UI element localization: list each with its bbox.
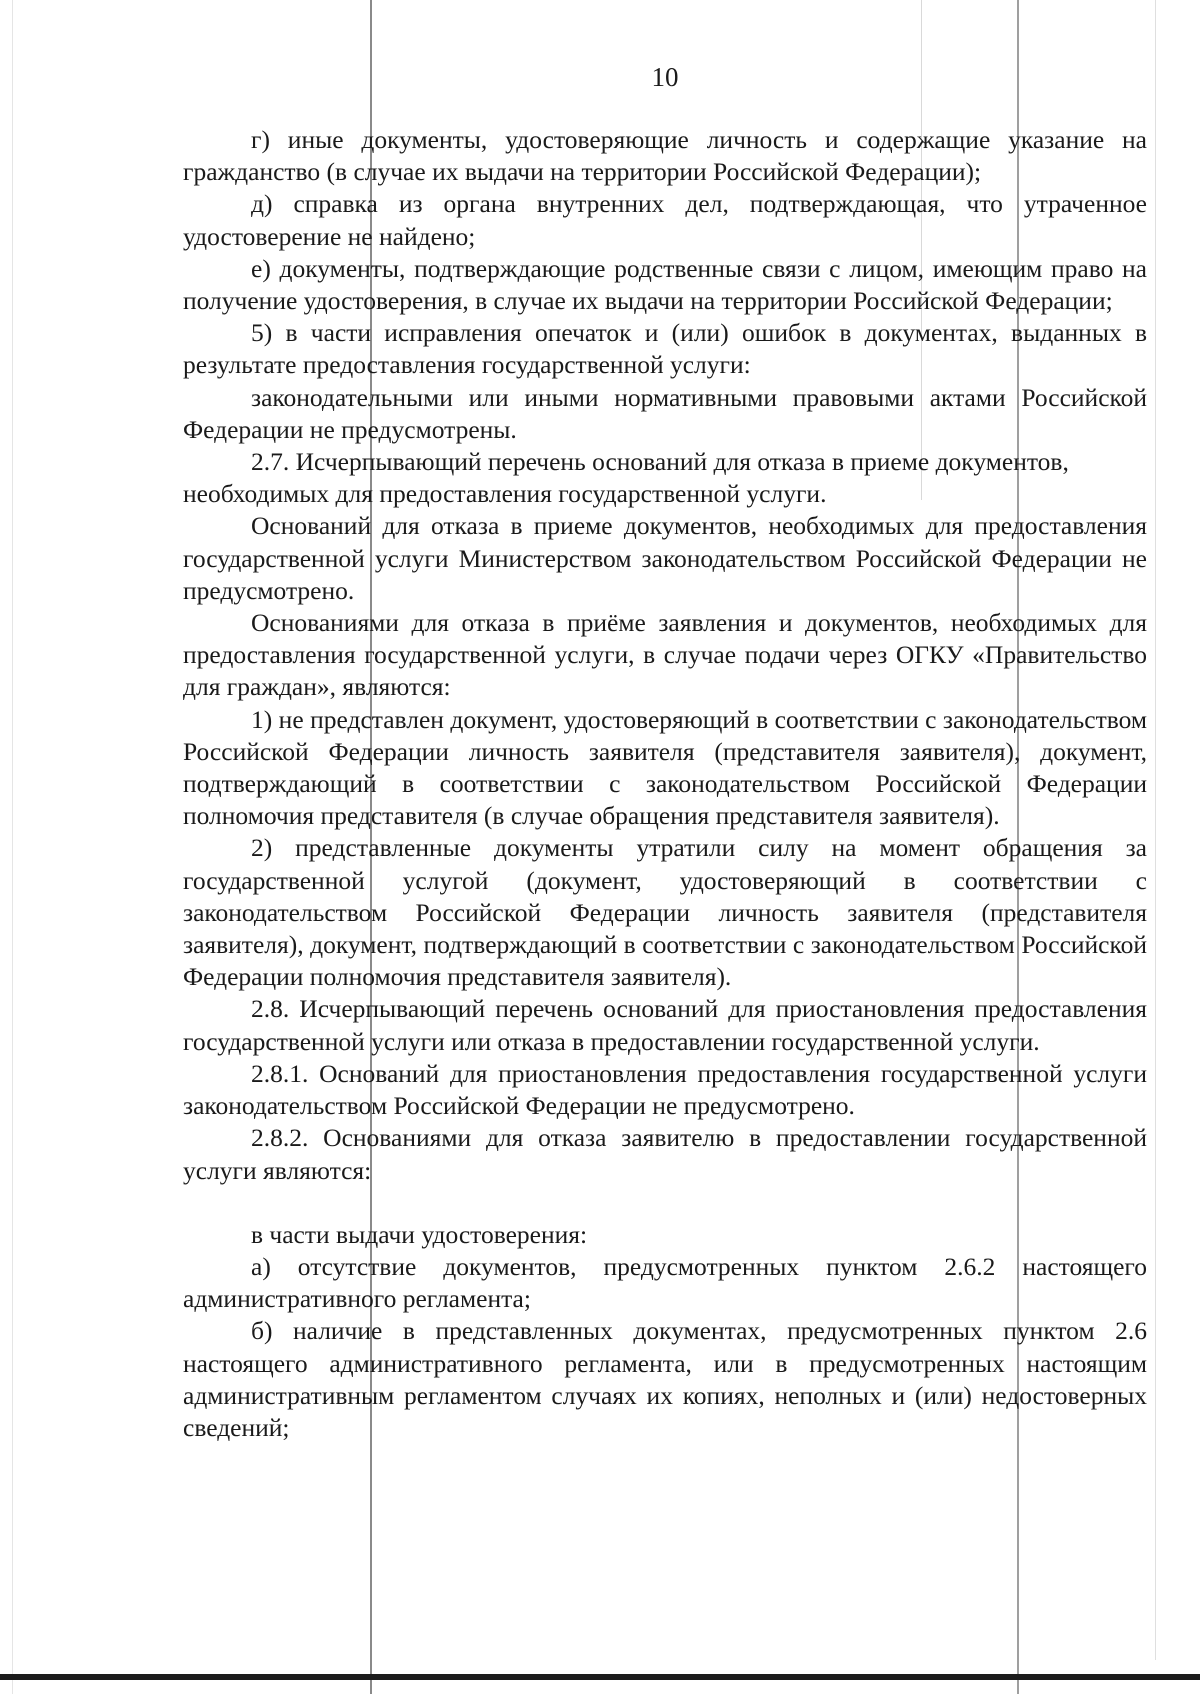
document-body	[183, 124, 1147, 1444]
paragraph: в части выдачи удостоверения:	[251, 1219, 588, 1249]
section-heading: 2.8. Исчерпывающий перечень оснований для приостановления предоставления государственной услуги или отказа в предоставлении государственной услуги.	[183, 994, 1147, 1056]
paragraph: 2.8.1. Оснований для приостановления предоставления государственной услуги законодательством Российской Федерации не предусмотрено.	[183, 1058, 1147, 1121]
page-number: 10	[651, 62, 679, 92]
paragraph: 1) не представлен документ, удостоверяющий в соответствии с законодательством Российской Федерации личность заявителя (представителя заявителя), документ, подтверждающий в соответствии с законодательством Российской Федерации полномочия представителя (в случае обращения представителя заявителя).	[183, 704, 1147, 831]
paragraph: Основаниями для отказа в приёме заявления и документов, необходимых для предоставления государственной услуги, в случае подачи через ОГКУ «Правительство для граждан», являются:	[183, 608, 1147, 702]
paragraph: 5) в части исправления опечаток и (или) ошибок в документах, выданных в результате предоставления государственной услуги:	[183, 318, 1147, 380]
paragraph: 2) представленные документы утратили силу на момент обращения за государственной услугой (документ, удостоверяющий в соответствии с законодательством Российской Федерации личность заявителя (представителя заявителя), документ, подтверждающий в соответствии с законодательством Российской Федерации полномочия представителя заявителя).	[183, 833, 1147, 992]
paragraph: е) документы, подтверждающие родственные связи с лицом, имеющим право на получение удостоверения, в случае их выдачи на территории Российской Федерации;	[183, 253, 1147, 316]
paragraph: д) справка из органа внутренних дел, подтверждающая, что утраченное удостоверение не найдено;	[183, 189, 1147, 251]
paragraph: б) наличие в представленных документах, предусмотренных пунктом 2.6 настоящего административного регламента, или в предусмотренных настоящим административным регламентом случаях их копиях, неполных и (или) недостоверных сведений;	[183, 1316, 1147, 1442]
paragraph: а) отсутствие документов, предусмотренных пунктом 2.6.2 настоящего административного регламента;	[183, 1251, 1147, 1314]
scan-artifact-line	[1155, 0, 1156, 1660]
section-heading: 2.7. Исчерпывающий перечень оснований для отказа в приеме документов, необходимых для предоставления государственной услуги.	[183, 447, 1069, 509]
paragraph: г) иные документы, удостоверяющие личность и содержащие указание на гражданство (в случае их выдачи на территории Российской Федерации);	[183, 125, 1147, 187]
paragraph: 2.8.2. Основаниями для отказа заявителю в предоставлении государственной услуги являются:	[183, 1123, 1147, 1185]
paragraph: законодательными или иными нормативными правовыми актами Российской Федерации не предусмотрены.	[183, 382, 1147, 444]
scan-artifact-line	[12, 0, 13, 1694]
paragraph: Оснований для отказа в приеме документов, необходимых для предоставления государственной услуги Министерством законодательством Российской Федерации не предусмотрено.	[183, 511, 1147, 605]
scan-bottom-edge	[0, 1674, 1200, 1680]
blank-line	[183, 1187, 1147, 1219]
